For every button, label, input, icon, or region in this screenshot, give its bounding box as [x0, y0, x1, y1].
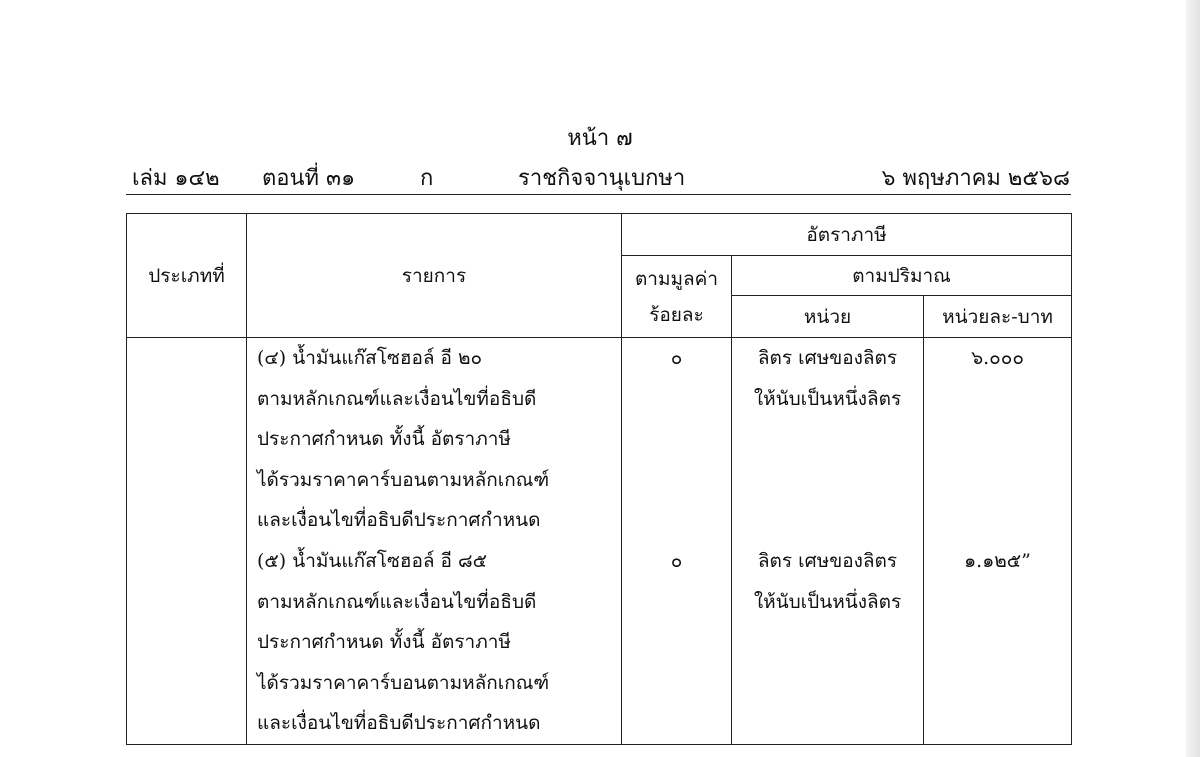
gazette-title: ราชกิจจานุเบกษา: [518, 166, 686, 191]
unit-line: [732, 663, 923, 704]
header-unit: หน่วย: [732, 296, 924, 338]
item-line: (๕) น้ำมันแก๊สโซฮอล์ อี ๘๕: [257, 549, 488, 572]
header-per-unit-baht: หน่วยละ-บาท: [924, 296, 1072, 338]
type-value: [127, 338, 246, 379]
header-by-value: [622, 256, 732, 338]
value-rate: ๐: [670, 549, 683, 572]
header-by-value-line1: ตามมูลค่า: [634, 267, 719, 290]
unit-line: ลิตร เศษของลิตร: [757, 347, 898, 369]
unit-line: ลิตร เศษของลิตร: [757, 549, 898, 572]
per-unit-rate: [924, 703, 1071, 744]
section-part: ก: [420, 166, 434, 191]
unit-line: [732, 460, 923, 501]
item-line: ตามหลักเกณฑ์และเงื่อนไขที่อธิบดี: [257, 590, 537, 613]
per-unit-cell: [924, 338, 1072, 745]
publication-date: ๖ พฤษภาคม ๒๕๖๘: [881, 166, 1070, 191]
value-rate: [622, 622, 731, 663]
item-line: และเงื่อนไขที่อธิบดีประกาศกำหนด: [257, 712, 541, 735]
per-unit-rate: ๑.๑๒๕”: [964, 549, 1031, 572]
value-rate: [622, 419, 731, 460]
per-unit-rate: ๖.๐๐๐: [971, 347, 1024, 369]
item-line: ได้รวมราคาคาร์บอนตามหลักเกณฑ์: [257, 671, 550, 694]
unit-line: [732, 419, 923, 460]
value-rate: [622, 582, 731, 623]
value-rate: [622, 703, 731, 744]
item-line: และเงื่อนไขที่อธิบดีประกาศกำหนด: [257, 509, 541, 532]
value-rate: [622, 379, 731, 420]
header-item: รายการ: [247, 214, 622, 338]
value-rate-cell: [622, 338, 732, 745]
page-number: หน้า ๗: [567, 126, 633, 151]
value-rate: ๐: [670, 347, 683, 369]
item-line: ประกาศกำหนด ทั้งนี้ อัตราภาษี: [257, 631, 511, 654]
section-number: ตอนที่ ๓๑: [262, 166, 356, 191]
value-rate: [622, 663, 731, 704]
per-unit-rate: [924, 582, 1071, 623]
per-unit-rate: [924, 419, 1071, 460]
unit-line: [732, 500, 923, 541]
per-unit-rate: [924, 622, 1071, 663]
value-rate: [622, 500, 731, 541]
item-line: ได้รวมราคาคาร์บอนตามหลักเกณฑ์: [257, 468, 550, 491]
header-type: ประเภทที่: [127, 214, 247, 338]
item-line: ตามหลักเกณฑ์และเงื่อนไขที่อธิบดี: [257, 387, 537, 410]
per-unit-rate: [924, 379, 1071, 420]
unit-cell: [732, 338, 924, 745]
unit-line: [732, 703, 923, 744]
header-rule: [126, 194, 1071, 195]
unit-line: [732, 622, 923, 663]
per-unit-rate: [924, 500, 1071, 541]
header-by-quantity: ตามปริมาณ: [732, 256, 1072, 296]
unit-line: ให้นับเป็นหนึ่งลิตร: [753, 387, 902, 410]
value-rate: [622, 460, 731, 501]
page-edge-shadow: [1186, 0, 1200, 757]
per-unit-rate: [924, 460, 1071, 501]
item-cell: [247, 338, 622, 745]
header-tax-rate: อัตราภาษี: [622, 214, 1072, 256]
tax-rate-table: [126, 213, 1072, 745]
item-line: ประกาศกำหนด ทั้งนี้ อัตราภาษี: [257, 428, 511, 451]
type-cell: [127, 338, 247, 745]
item-line: (๔) น้ำมันแก๊สโซฮอล์ อี ๒๐: [257, 347, 483, 369]
per-unit-rate: [924, 663, 1071, 704]
table-row: [127, 338, 1072, 745]
volume-number: เล่ม ๑๔๒: [132, 166, 220, 191]
unit-line: ให้นับเป็นหนึ่งลิตร: [753, 590, 902, 613]
header-by-value-line2: ร้อยละ: [649, 303, 704, 326]
